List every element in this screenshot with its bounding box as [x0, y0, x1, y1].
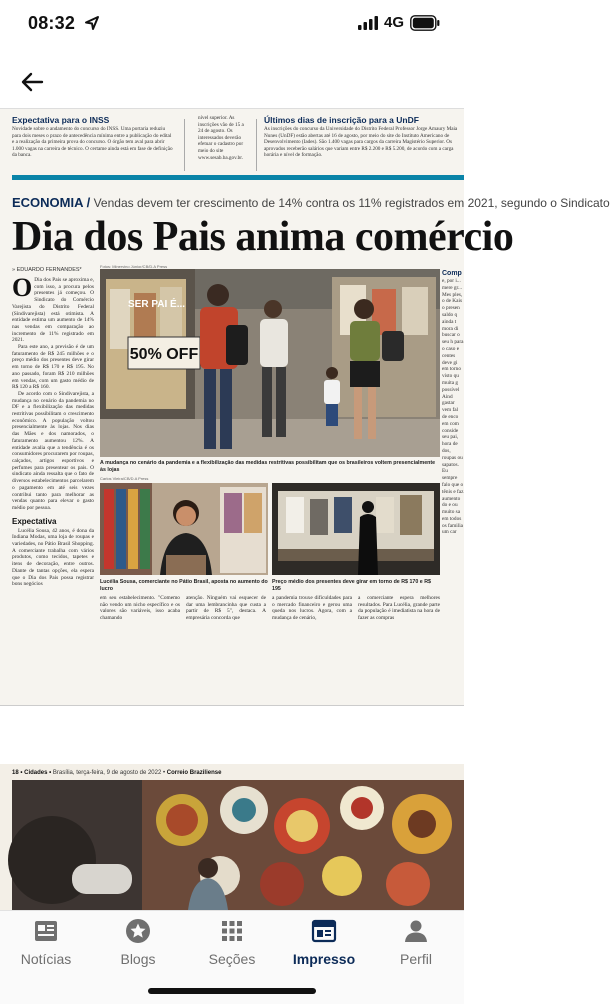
divider: [256, 119, 257, 171]
store-window-image: [272, 483, 440, 575]
craft-market-image: [12, 780, 464, 910]
byline: » EDUARDO FERNANDES*: [12, 267, 82, 273]
right-column-text: e, por i... mere gr... Mes ples, o de Kais o presen saldo q ainda t mora di buscar o seu h para o caso e centes deve gi em torno visto qu muita g possível Aind gastar vem fal de enco em com conside seu pai, hora de dos, roupas ou sapatos. Eu sempre falo que o tênis e faz aumento do e ou muito sa em todos os familia um car: [442, 278, 464, 536]
tab-label: Blogs: [120, 951, 156, 967]
divider: [184, 119, 185, 171]
article-headline: Dia dos Pais anima comércio: [12, 214, 514, 260]
top-strip: [12, 115, 464, 177]
section-line: [12, 195, 610, 210]
drop-cap: O: [12, 273, 33, 302]
photo-credit: Fotos: Minervino Júnior/CB/D.A Press: [100, 264, 168, 269]
article-column: em seu estabelecimento. "Comemo não vendo um nicho específico e os valores são variáveis, isso acaba chamando: [100, 595, 180, 622]
article-column: atenção. Ninguém vai esquecer de dar uma lembrancinha que custa a partir de R$ 5", destaca. A empresária concorda que: [186, 595, 266, 622]
main-photo[interactable]: [100, 269, 440, 457]
article-column: [12, 273, 94, 697]
newspaper-icon: [310, 917, 338, 945]
home-indicator[interactable]: [148, 988, 316, 994]
back-button[interactable]: [18, 68, 46, 96]
mall-scene-image: [100, 269, 440, 457]
store-window-caption: Preço médio dos presentes deve girar em torno de R$ 170 e R$ 195: [272, 579, 431, 592]
article-column: a comerciante espera melhores resultados. Para Lucélia, grande parte da população é imediatista na hora de fazer as compras: [358, 595, 440, 622]
main-photo-caption: A mudança no cenário da pandemia e a flexibilização das medidas restritivas possibilitam que os brasileiros voltem presencialmente às lojas: [100, 460, 436, 473]
article-column: a pandemia trouxe dificuldades para o mercado financeiro e gerou uma queda nos lucros. Agora, com a mudança de cenário,: [272, 595, 352, 622]
battery-icon: [410, 15, 440, 31]
person-icon: [402, 917, 430, 945]
tab-noticias[interactable]: [0, 917, 92, 977]
paper-name: Correio Braziliense: [166, 770, 222, 776]
shop-owner-caption: Lucélia Sousa, comerciante no Pátio Brasil, aposta no aumento do lucro: [100, 579, 268, 592]
next-newspaper-page[interactable]: [0, 764, 464, 910]
shop-owner-image: [100, 483, 268, 575]
tab-impresso[interactable]: [278, 917, 370, 977]
paragraph: De acordo com o Sindivarejista, a mudança no cenário da pandemia no DF e a flexibilização das medidas restritivas possibilitam o crescimento econômico. A população voltou presencialmente às lojas. Nos dias das Mães e dos namorados, o faturamento aumentou 12%. A entidade avalia que a tendência é os consumidores procurarem por roupas, calçados, artigos esportivos e perfumes para presentear os pais. O sindicato ainda ressalta que o fato de diversos estabelecimentos parcelarem o pagamento em até seis vezes contribui tanto para melhorar as vendas quanto para elevar o gasto médio por pessoa.: [12, 390, 94, 511]
strip-column-undf: [264, 115, 464, 175]
sale-sign-text: 50% OFF: [129, 346, 199, 363]
strip-text: As inscrições do concurso da Universidade do Distrito Federal Professor Jorge Amaury Maia Nunes (UnDF) estão abertas até 16 de agosto, por meio do site do Instituto Americano de Desenvolvimento (Iades). São 1.400 vagas para cargos da carreira Magistério Superior. Os aprovados receberão salários que variam entre R$ 2.200 e R$ 5.200, de acordo com a carga horária e nível de formação.: [264, 126, 458, 159]
section-deck: Vendas devem ter crescimento de 14% contra os 11% registrados em 2021, segundo o Sindicato: [93, 196, 610, 210]
strip-text: nível superior. As inscrições vão de 15 a 24 de agosto. Os interessados deverão efetuar o cadastro por meio do site www.sesab.ba.gov.br.: [198, 115, 244, 161]
star-badge-icon: [124, 917, 152, 945]
network-type: 4G: [384, 14, 405, 31]
status-bar: [0, 0, 464, 48]
news-grid-icon: [32, 917, 60, 945]
page-header: [12, 770, 221, 776]
strip-column-sesab: [198, 115, 250, 175]
photo-credit: Carlos Vieira/CB/D.A Press: [100, 476, 149, 481]
sign-small-text: SER PAI É...: [128, 299, 186, 310]
sub-heading: Expectativa: [12, 516, 57, 526]
newspaper-page[interactable]: [0, 108, 610, 706]
tab-label: Impresso: [292, 951, 356, 967]
tab-blogs[interactable]: [92, 917, 184, 977]
page-number: 18 • Cidades •: [12, 770, 52, 776]
section-name: ECONOMIA /: [12, 195, 91, 210]
strip-column-inss: [12, 115, 174, 175]
strip-heading: Expectativa para o INSS: [12, 115, 110, 125]
apps-grid-icon: [218, 917, 246, 945]
cell-signal-icon: [358, 16, 378, 30]
paragraph: Para este ano, a previsão é de um faturamento de R$ 245 milhões e o preço médio dos presentes deve girar em torno de R$ 170 e R$ 195. No ano passado, foram R$ 210 milhões em vendas, com um gasto médio de R$ 120 a R$ 160.: [12, 344, 94, 391]
tab-label: Seções: [208, 951, 256, 967]
store-window-photo[interactable]: [272, 483, 440, 575]
section-rule: [12, 175, 464, 180]
shop-owner-photo[interactable]: [100, 483, 268, 575]
tab-perfil[interactable]: [370, 917, 462, 977]
paragraph: Lucélia Sousa, 42 anos, é dona da Indiana Modas, uma loja de roupas e variedades, no Pátio Brasil Shopping. A comerciante trabalha com vários produtos, como tecidos, tapetes e itens de decoração, entre outros. Diante de tantas opções, ela espera que o Dia dos Pais possa registrar bons negócios: [12, 527, 94, 588]
location-arrow-icon: [84, 15, 100, 31]
page-date: Brasília, terça-feira, 9 de agosto de 2022 •: [52, 770, 166, 776]
status-time: 08:32: [28, 13, 76, 33]
back-arrow-icon: [21, 72, 43, 92]
right-column-heading: Comp: [442, 270, 462, 277]
strip-text: Novidade sobre o andamento do concurso do INSS. Uma portaria reduziu para dois meses o prazo de antecedência mínima entre a publicação do edital e a realização da primeira prova do concurso. O órgão tem aval para abrir 1.000 vagas na carreira de técnico. O certame ainda está em fase de definição da banca.: [12, 126, 173, 159]
tab-secoes[interactable]: [186, 917, 278, 977]
right-column-cutoff: [442, 269, 464, 699]
strip-heading: Últimos dias de inscrição para a UnDF: [264, 115, 419, 125]
paragraph: Dia dos Pais se aproxima e, com isso, a procura pelos presentes já começou. O Sindicato do Comércio Varejista do Distrito Federal (Sindivarejista) está otimista. A entidade estima um aumento de 14% nas vendas em comparação ao incremento de 11% registrado em 2021.: [12, 277, 94, 344]
tab-label: Notícias: [20, 951, 72, 967]
tab-label: Perfil: [400, 951, 432, 967]
